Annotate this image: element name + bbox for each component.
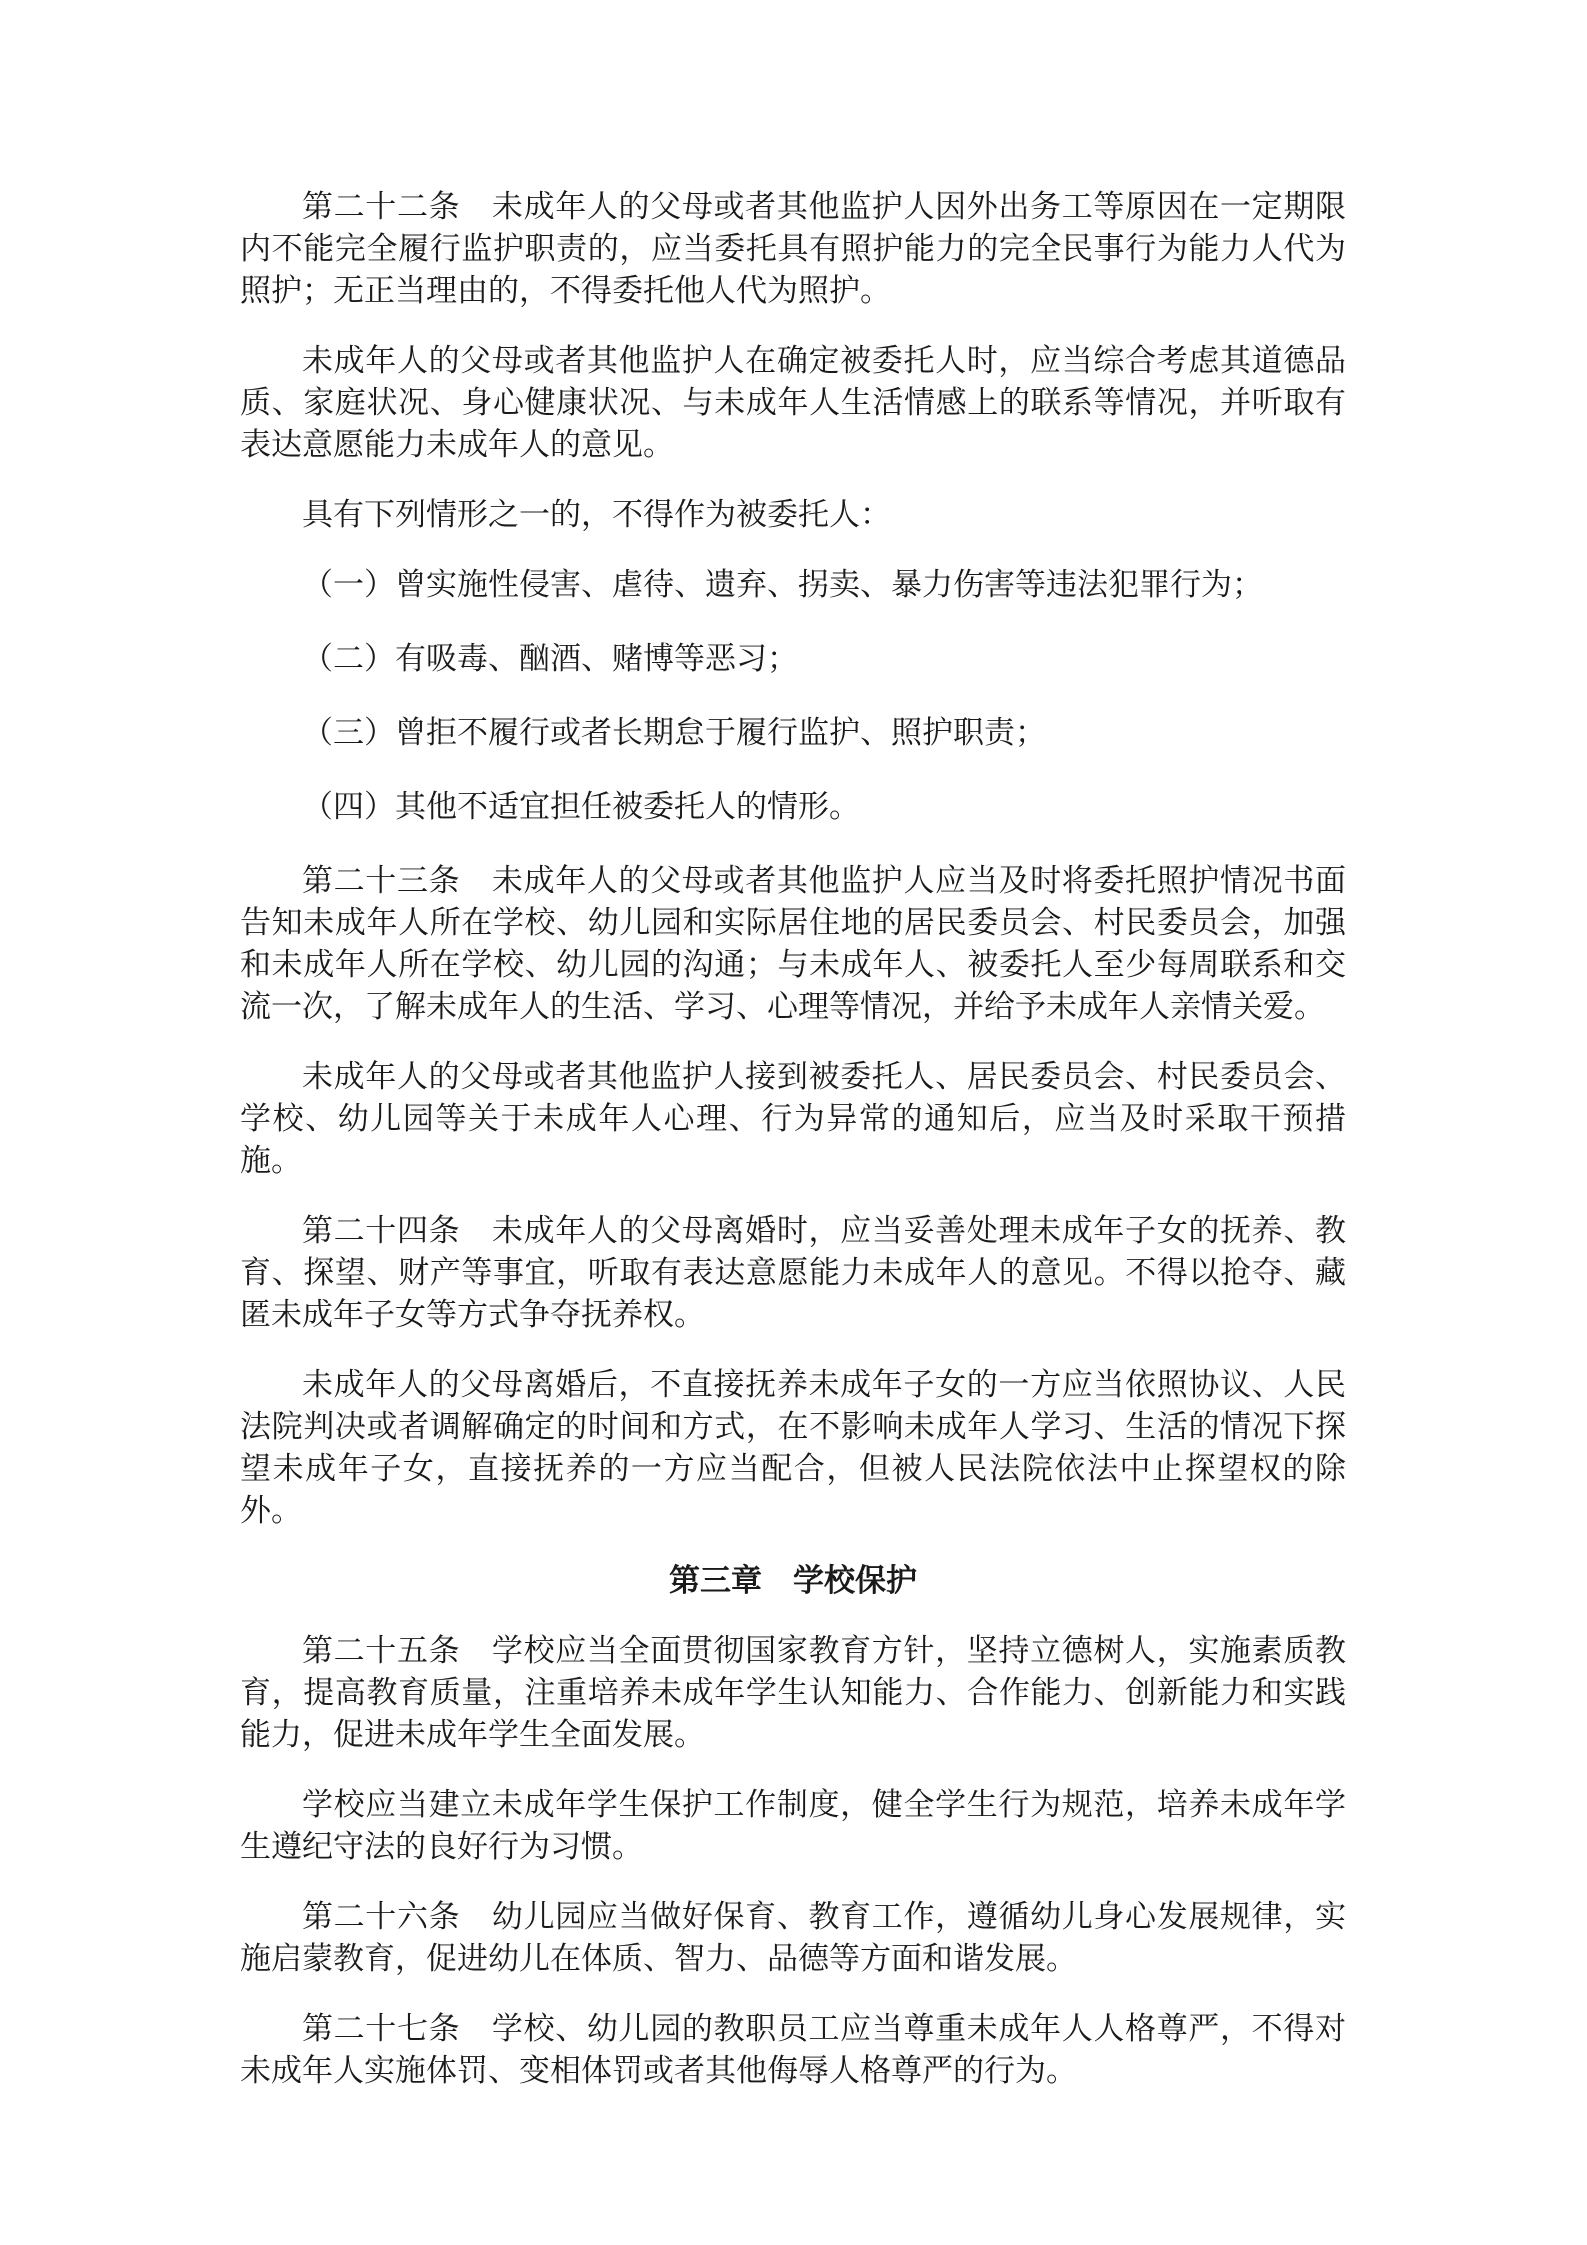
article-25-paragraph: 第二十五条 学校应当全面贯彻国家教育方针，坚持立德树人，实施素质教育，提高教育质量，注重培养未成年学生认知能力、合作能力、创新能力和实践能力，促进未成年学生全面发展。 — [240, 1633, 1346, 1753]
article-22-paragraph-2: 未成年人的父母或者其他监护人在确定被委托人时，应当综合考虑其道德品质、家庭状况、身心健康状况、与未成年人生活情感上的联系等情况，并听取有表达意愿能力未成年人的意见。 — [240, 343, 1346, 463]
article-25-paragraph-2: 学校应当建立未成年学生保护工作制度，健全学生行为规范，培养未成年学生遵纪守法的良好行为习惯。 — [240, 1787, 1346, 1865]
article-26-paragraph: 第二十六条 幼儿园应当做好保育、教育工作，遵循幼儿身心发展规律，实施启蒙教育，促进幼儿在体质、智力、品德等方面和谐发展。 — [240, 1899, 1346, 1977]
article-24-paragraph: 第二十四条 未成年人的父母离婚时，应当妥善处理未成年子女的抚养、教育、探望、财产等事宜，听取有表达意愿能力未成年人的意见。不得以抢夺、藏匿未成年子女等方式争夺抚养权。 — [240, 1213, 1346, 1333]
article-22-list-item-4: （四）其他不适宜担任被委托人的情形。 — [302, 789, 860, 825]
article-22-list-item-3: （三）曾拒不履行或者长期怠于履行监护、照护职责； — [302, 715, 1046, 751]
article-27-paragraph: 第二十七条 学校、幼儿园的教职员工应当尊重未成年人人格尊严，不得对未成年人实施体罚、变相体罚或者其他侮辱人格尊严的行为。 — [240, 2011, 1346, 2089]
article-23-paragraph: 第二十三条 未成年人的父母或者其他监护人应当及时将委托照护情况书面告知未成年人所在学校、幼儿园和实际居住地的居民委员会、村民委员会，加强和未成年人所在学校、幼儿园的沟通；与未成年人、被委托人至少每周联系和交流一次，了解未成年人的生活、学习、心理等情况，并给予未成年人亲情关爱。 — [240, 863, 1346, 1025]
document-page — [240, 186, 1346, 2120]
article-23-paragraph-2: 未成年人的父母或者其他监护人接到被委托人、居民委员会、村民委员会、学校、幼儿园等关于未成年人心理、行为异常的通知后，应当及时采取干预措施。 — [240, 1059, 1346, 1179]
article-22-list-item-2: （二）有吸毒、酗酒、赌博等恶习； — [302, 641, 798, 677]
article-22-paragraph: 第二十二条 未成年人的父母或者其他监护人因外出务工等原因在一定期限内不能完全履行监护职责的，应当委托具有照护能力的完全民事行为能力人代为照护；无正当理由的，不得委托他人代为照护。 — [240, 189, 1346, 309]
chapter-heading: 第三章 学校保护 — [669, 1563, 917, 1599]
article-22-list-item-1: （一）曾实施性侵害、虐待、遗弃、拐卖、暴力伤害等违法犯罪行为； — [302, 567, 1263, 603]
article-22-list-intro: 具有下列情形之一的，不得作为被委托人： — [302, 497, 891, 533]
article-24-paragraph-2: 未成年人的父母离婚后，不直接抚养未成年子女的一方应当依照协议、人民法院判决或者调解确定的时间和方式，在不影响未成年人学习、生活的情况下探望未成年子女，直接抚养的一方应当配合，但被人民法院依法中止探望权的除外。 — [240, 1367, 1346, 1529]
